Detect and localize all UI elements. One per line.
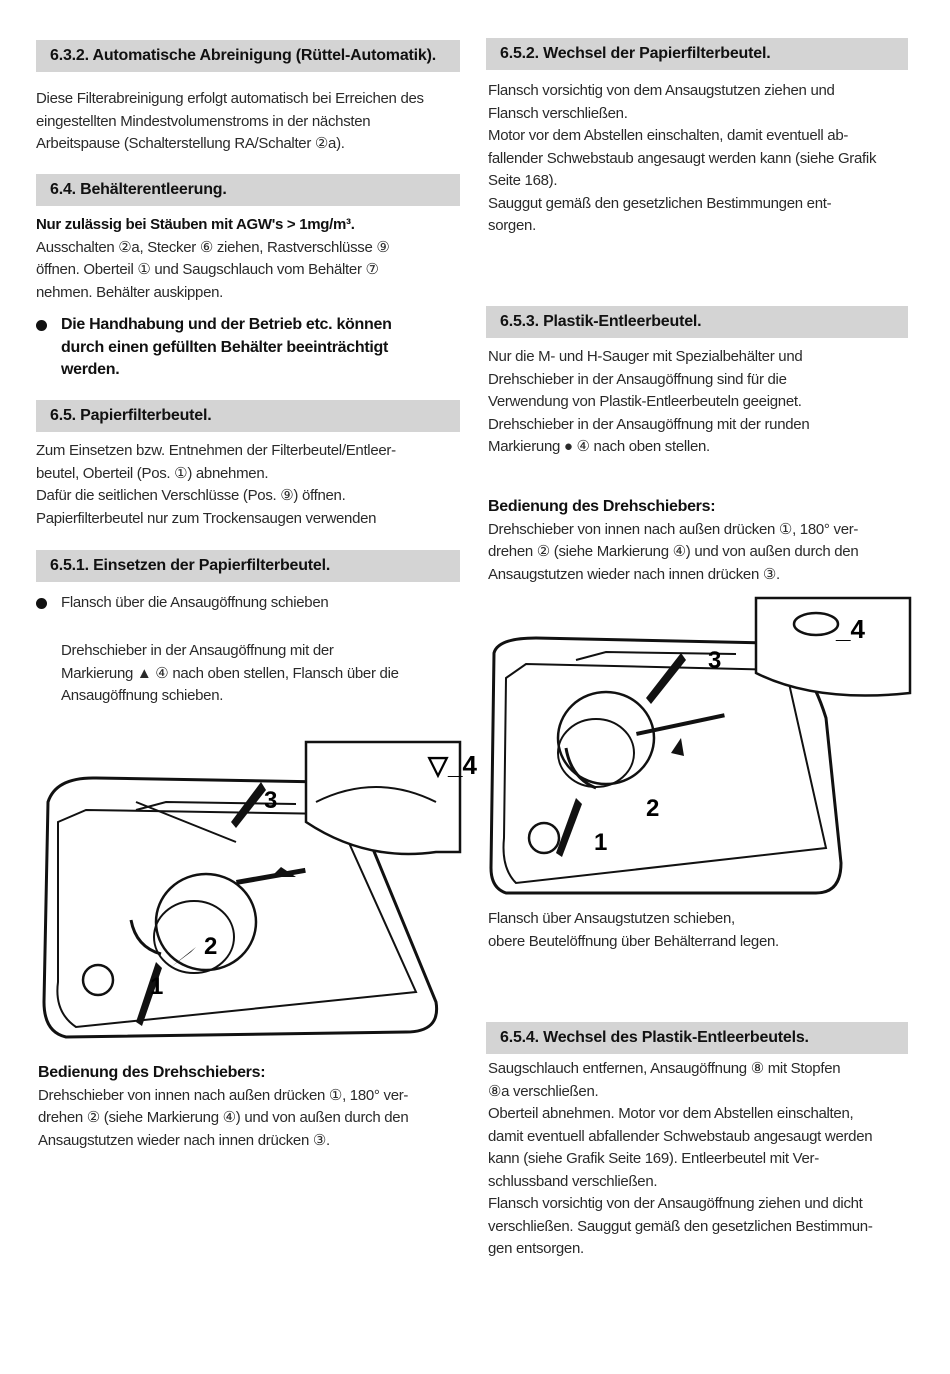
text-line: Sauggut gemäß den gesetzlichen Bestimmungen ent- <box>488 194 832 212</box>
paragraph-6-5-2 <box>488 80 908 238</box>
bullet-warning <box>36 314 460 382</box>
heading-6-4: 6.4. Behälterentleerung. <box>36 174 460 206</box>
text-line: Oberteil abnehmen. Motor vor dem Abstellen einschalten, <box>488 1105 854 1122</box>
text-line: ⑧a verschließen. <box>488 1082 599 1100</box>
heading-6-5-2: 6.5.2. Wechsel der Papierfilterbeutel. <box>486 38 908 70</box>
text-line: drehen ② (siehe Markierung ④) und von außen durch den <box>488 543 859 560</box>
text-line: Diese Filterabreinigung erfolgt automatisch bei Erreichen des <box>36 90 424 107</box>
text-line: Drehschieber in der Ansaugöffnung mit der runden <box>488 415 810 433</box>
text-line: Drehschieber in der Ansaugöffnung mit der <box>61 642 334 659</box>
text-line: Verwendung von Plastik-Entleerbeuteln geeignet. <box>488 393 802 410</box>
text-line: kann (siehe Grafik Seite 169). Entleerbeutel mit Ver- <box>488 1150 819 1167</box>
text-line: gen entsorgen. <box>488 1240 584 1257</box>
text-line: Papierfilterbeutel nur zum Trockensaugen verwenden <box>36 509 377 527</box>
plastic-bag-flange-illustration <box>486 598 910 898</box>
paragraph-6-5-1 <box>61 640 455 708</box>
heading-6-5: 6.5. Papierfilterbeutel. <box>36 400 460 432</box>
paragraph-6-3-2 <box>36 88 460 156</box>
text-line: Dafür die seitlichen Verschlüsse (Pos. ⑨) öffnen. <box>36 487 346 504</box>
figure-label-1: 1 <box>594 829 608 856</box>
figure-label-4: ▽_4 <box>428 750 477 780</box>
text-line: Ansaugstutzen wieder nach innen drücken ③. <box>488 565 780 583</box>
text-line: nehmen. Behälter auskippen. <box>36 283 224 301</box>
paragraph-6-5-4 <box>488 1058 908 1261</box>
text-line: Die Handhabung und der Betrieb etc. können <box>61 316 392 333</box>
figure-caption <box>488 908 908 953</box>
text-line: werden. <box>61 361 120 378</box>
paragraph-bedienung-left <box>38 1062 462 1152</box>
figure-label-1: 1 <box>150 973 164 1000</box>
text-line: Flansch vorsichtig von dem Ansaugstutzen ziehen und <box>488 82 835 99</box>
subheading: Bedienung des Drehschiebers: <box>38 1064 266 1081</box>
figure-label-2: 2 <box>204 933 218 960</box>
text-line: fallender Schwebstaub angesaugt werden kann (siehe Grafik <box>488 149 877 167</box>
text-line: Markierung ● ④ nach oben stellen. <box>488 438 710 455</box>
text-line: Seite 168). <box>488 172 558 189</box>
text-line: Nur die M- und H-Sauger mit Spezialbehälter und <box>488 348 803 365</box>
figure-label-4: _4 <box>836 614 865 644</box>
heading-6-5-4: 6.5.4. Wechsel des Plastik-Entleerbeutels. <box>486 1022 908 1054</box>
text-line: Saugschlauch entfernen, Ansaugöffnung ⑧ mit Stopfen <box>488 1060 841 1077</box>
text-line: öffnen. Oberteil ① und Saugschlauch vom Behälter ⑦ <box>36 261 379 278</box>
bullet-text: Flansch über die Ansaugöffnung schieben <box>61 594 329 611</box>
bullet-dot <box>36 320 47 331</box>
paragraph-6-5 <box>36 440 460 530</box>
heading-6-5-3: 6.5.3. Plastik-Entleerbeutel. <box>486 306 908 338</box>
heading-6-3-2: 6.3.2. Automatische Abreinigung (Rüttel-Automatik). <box>36 40 460 72</box>
bullet-dot <box>36 598 47 609</box>
text-line: Arbeitspause (Schalterstellung RA/Schalter ②a). <box>36 135 345 152</box>
text-line: Ausschalten ②a, Stecker ⑥ ziehen, Rastverschlüsse ⑨ <box>36 238 390 256</box>
text-line: Ansaugstutzen wieder nach innen drücken ③. <box>38 1131 330 1149</box>
text-line: beutel, Oberteil (Pos. ①) abnehmen. <box>36 464 269 482</box>
text-line: sorgen. <box>488 217 536 234</box>
text-line: eingestellten Mindestvolumenstroms in der nächsten <box>36 112 371 130</box>
text-line: durch einen gefüllten Behälter beeinträchtigt <box>61 338 388 356</box>
paragraph-6-4 <box>36 214 460 304</box>
text-line: Flansch über Ansaugstutzen schieben, <box>488 910 735 927</box>
text-line: Flansch vorsichtig von der Ansaugöffnung ziehen und dicht <box>488 1195 863 1212</box>
text-line: Drehschieber von innen nach außen drücken ①, 180° ver- <box>38 1086 409 1104</box>
figure-label-3: 3 <box>708 647 722 674</box>
text-line: Zum Einsetzen bzw. Entnehmen der Filterbeutel/Entleer- <box>36 442 396 459</box>
text-line: Motor vor dem Abstellen einschalten, damit eventuell ab- <box>488 127 849 144</box>
text-line: Markierung ▲ ④ nach oben stellen, Flansch über die <box>61 664 399 682</box>
subheading: Bedienung des Drehschiebers: <box>488 498 716 515</box>
paragraph-bedienung-right <box>488 496 910 586</box>
paragraph-6-5-3 <box>488 346 908 459</box>
text-line: Ansaugöffnung schieben. <box>61 687 224 704</box>
text-line: Drehschieber in der Ansaugöffnung sind für die <box>488 370 787 388</box>
figure-label-3: 3 <box>264 787 278 814</box>
text-line: Flansch verschließen. <box>488 104 628 122</box>
text-line: schlussband verschließen. <box>488 1172 658 1190</box>
warning-line: Nur zulässig bei Stäuben mit AGW's > 1mg/m³. <box>36 216 355 233</box>
figure-label-2: 2 <box>646 795 660 822</box>
text-line: drehen ② (siehe Markierung ④) und von außen durch den <box>38 1109 409 1126</box>
text-line: Drehschieber von innen nach außen drücken ①, 180° ver- <box>488 520 859 538</box>
text-line: damit eventuell abfallender Schwebstaub angesaugt werden <box>488 1127 873 1145</box>
text-line: verschließen. Sauggut gemäß den gesetzlichen Bestimmun- <box>488 1217 873 1235</box>
text-line: obere Beutelöffnung über Behälterrand legen. <box>488 932 779 950</box>
heading-6-5-1: 6.5.1. Einsetzen der Papierfilterbeutel. <box>36 550 460 582</box>
bullet-flansch <box>36 592 460 615</box>
filter-flange-illustration <box>36 742 477 1042</box>
